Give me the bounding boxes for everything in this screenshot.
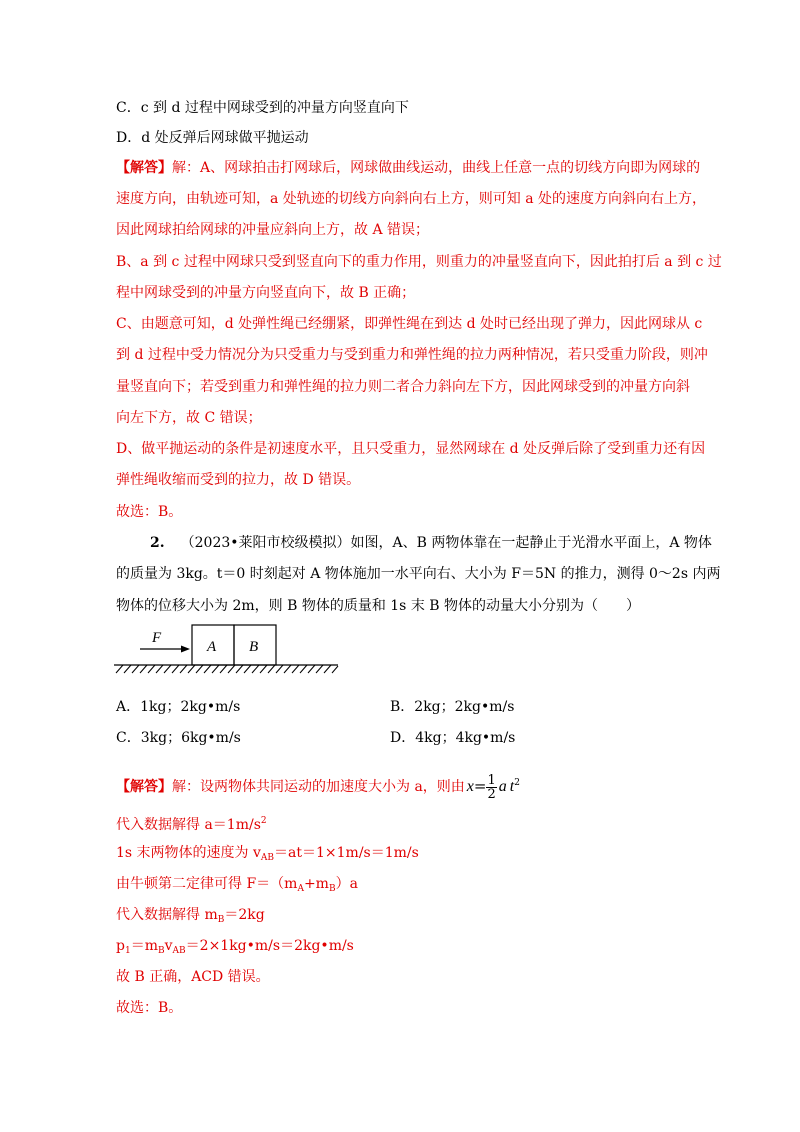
- solution1-line-7: 到 d 过程中受力情况分为只受重力与受到重力和弹性绳的拉力两种情况，若只受重力阶段，则冲: [116, 347, 708, 363]
- formula-t: t: [509, 778, 515, 795]
- solution2-line-7: 故 B 正确，ACD 错误。: [116, 969, 270, 985]
- solution1-line-9: 向左下方，故 C 错误；: [116, 410, 262, 426]
- solution2-l6-b: ＝m: [130, 938, 158, 954]
- solution2-l6-sub1: 1: [124, 946, 131, 956]
- solution2-line-5: [116, 905, 265, 930]
- force-arrow-head: [181, 646, 190, 653]
- solution-tag: 【解答】: [116, 779, 172, 795]
- formula-a: a: [498, 778, 507, 795]
- solution2-l6-sub2: B: [157, 946, 165, 956]
- solution2-l4-sub1: A: [297, 884, 304, 894]
- solution2-l4-b: +m: [303, 876, 329, 892]
- solution2-l5-b: ＝2kg: [224, 907, 265, 923]
- solution1-line-8: 量竖直向下；若受到重力和弹性绳的拉力则二者合力斜向左下方，因此网球受到的冲量方向斜: [116, 379, 690, 395]
- formula: [466, 772, 520, 802]
- question-number: 2.: [150, 535, 165, 551]
- formula-numerator: 1: [487, 772, 496, 788]
- block-b-label: B: [249, 639, 259, 655]
- option-c-prev: C．c 到 d 过程中网球受到的冲量方向竖直向下: [116, 100, 409, 116]
- solution2-line-6: [116, 936, 354, 961]
- question2-line-1: [150, 533, 712, 553]
- question2-stem-1: （2023•莱阳市校级模拟）如图，A、B 两物体靠在一起静止于光滑水平面上，A 物体: [180, 535, 712, 551]
- solution2-line-1: [116, 768, 520, 802]
- solution2-line-2: [116, 811, 267, 835]
- solution1-line-4: B、a 到 c 过程中网球只受到竖直向下的重力作用，则重力的冲量竖直向下，因此拍打后 a 到 c 过: [116, 254, 722, 270]
- solution1-line-3: 因此网球拍给网球的冲量应斜向上方，故 A 错误；: [116, 222, 430, 238]
- block-a-label: A: [207, 639, 217, 655]
- option-d-prev: D．d 处反弹后网球做平抛运动: [116, 130, 309, 146]
- formula-exponent: 2: [514, 778, 520, 788]
- solution2-l5-sub: B: [217, 915, 225, 925]
- solution2-l2-text: 代入数据解得 a＝1m/s: [116, 817, 261, 833]
- solution2-answer: 故选：B。: [116, 1000, 183, 1016]
- solution2-l6-sub3: AB: [172, 946, 186, 956]
- solution2-l2-sup: 2: [260, 816, 267, 826]
- solution1-line-10: D、做平抛运动的条件是初速度水平，且只受重力，显然网球在 d 处反弹后除了受到重力还有因: [116, 441, 706, 457]
- question2-line-3: 物体的位移大小为 2m，则 B 物体的质量和 1s 末 B 物体的动量大小分别为（ ）: [116, 598, 641, 614]
- solution2-l3-sub: AB: [260, 853, 275, 863]
- solution1-line-11: 弹性绳收缩而受到的拉力，故 D 错误。: [116, 472, 361, 488]
- formula-x: x: [466, 778, 474, 795]
- solution2-l6-a: p: [116, 938, 125, 954]
- solution2-l4-c: ）a: [335, 876, 358, 892]
- solution2-l6-c: v: [164, 938, 173, 954]
- solution1-answer: 故选：B。: [116, 504, 183, 520]
- blocks-figure: [112, 622, 342, 678]
- solution2-line-3: [116, 843, 419, 868]
- formula-denominator: 2: [487, 786, 496, 802]
- solution1-line-5: 程中网球受到的冲量方向竖直向下，故 B 正确；: [116, 285, 416, 301]
- option-d: D．4kg；4kg•m/s: [390, 730, 516, 746]
- solution1-line-6: C、由题意可知，d 处弹性绳已经绷紧，即弹性绳在到达 d 处时已经出现了弹力，因此网球从 c: [116, 316, 703, 332]
- option-a: A．1kg；2kg•m/s: [116, 699, 241, 715]
- force-label: F: [152, 630, 162, 646]
- solution2-l4-sub2: B: [328, 884, 336, 894]
- solution2-l6-d: ＝2×1kg•m/s＝2kg•m/s: [185, 938, 354, 954]
- solution-tag: 【解答】: [116, 160, 172, 176]
- solution2-text: 解：设两物体共同运动的加速度大小为 a，则由: [172, 779, 465, 795]
- ground-hatching: [116, 665, 338, 673]
- option-b: B．2kg；2kg•m/s: [390, 699, 515, 715]
- solution2-l4-a: 由牛顿第二定律可得 F＝（m: [116, 876, 298, 892]
- solution2-l5-a: 代入数据解得 m: [116, 907, 218, 923]
- question2-line-2: 的质量为 3kg。t＝0 时刻起对 A 物体施加一水平向右、大小为 F＝5N 的推力，测得 0～2s 内两: [116, 566, 721, 582]
- solution2-l3-a: 1s 末两物体的速度为 v: [116, 845, 261, 861]
- solution1-line-1: [116, 158, 700, 178]
- solution2-line-4: [116, 874, 358, 899]
- formula-eq: =: [473, 777, 487, 795]
- solution1-line-2: 速度方向，由轨迹可知，a 处轨迹的切线方向斜向右上方，则可知 a 处的速度方向斜向右上方，: [116, 191, 707, 207]
- solution1-text: 解：A、网球拍击打网球后，网球做曲线运动，曲线上任意一点的切线方向即为网球的: [172, 160, 701, 176]
- option-c: C．3kg；6kg•m/s: [116, 730, 241, 746]
- solution2-l3-b: ＝at＝1×1m/s＝1m/s: [274, 845, 419, 861]
- formula-fraction: [486, 774, 496, 801]
